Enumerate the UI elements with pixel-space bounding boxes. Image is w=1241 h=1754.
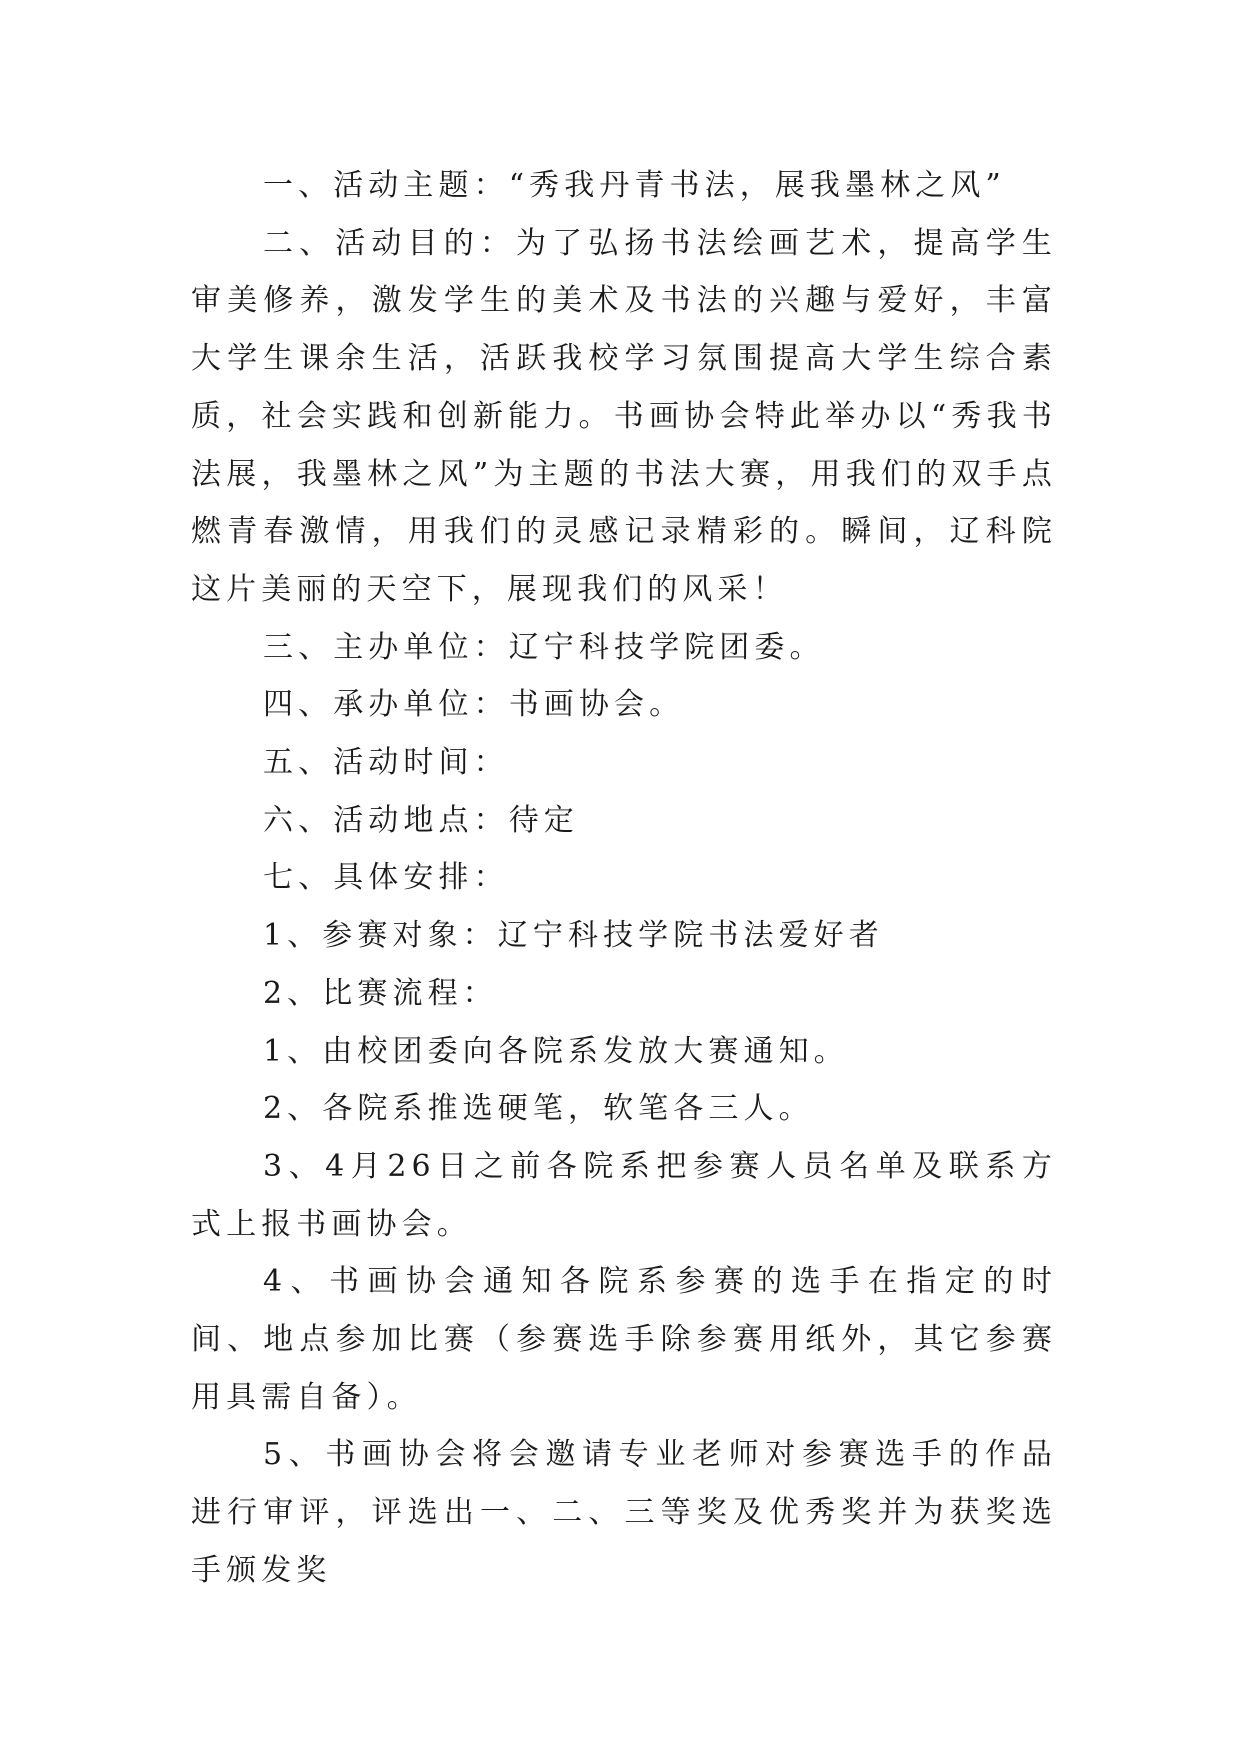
paragraph-time: 五、活动时间： [263,745,509,781]
paragraph-participants: 1、参赛对象：辽宁科技学院书法爱好者 [263,918,884,954]
paragraph-organizer: 三、主办单位：辽宁科技学院团委。 [263,629,825,665]
document-body [191,157,1057,1600]
paragraph-step-2: 2、各院系推选硬笔，软笔各三人。 [263,1091,814,1127]
paragraph-arrangement: 七、具体安排： [263,860,509,896]
paragraph-theme: 一、活动主题：“秀我丹青书法，展我墨林之风” [263,168,1006,203]
paragraph-step-5: 5、书画协会将会邀请专业老师对参赛选手的作品进行审评，评选出一、二、三等奖及优秀奖并为获奖选手颁发奖 [191,1437,1057,1588]
paragraph-process: 2、比赛流程： [263,975,498,1011]
paragraph-co-organizer: 四、承办单位：书画协会。 [263,687,685,723]
paragraph-step-4: 4、书画协会通知各院系参赛的选手在指定的时间、地点参加比赛（参赛选手除参赛用纸外，其它参赛用具需自备）。 [191,1264,1057,1415]
paragraph-step-3: 3、4月26日之前各院系把参赛人员名单及联系方式上报书画协会。 [191,1148,1057,1242]
paragraph-step-1: 1、由校团委向各院系发放大赛通知。 [263,1033,849,1069]
paragraph-location: 六、活动地点：待定 [263,802,579,838]
paragraph-purpose: 二、活动目的：为了弘扬书法绘画艺术，提高学生审美修养，激发学生的美术及书法的兴趣与爱好，丰富大学生课余生活，活跃我校学习氛围提高大学生综合素质，社会实践和创新能力。书画协会特此举办以“秀我书法展，我墨林之风”为主题的书法大赛，用我们的双手点燃青春激情，用我们的灵感记录精彩的。瞬间，辽科院这片美丽的天空下，展现我们的风采！ [191,225,1057,607]
